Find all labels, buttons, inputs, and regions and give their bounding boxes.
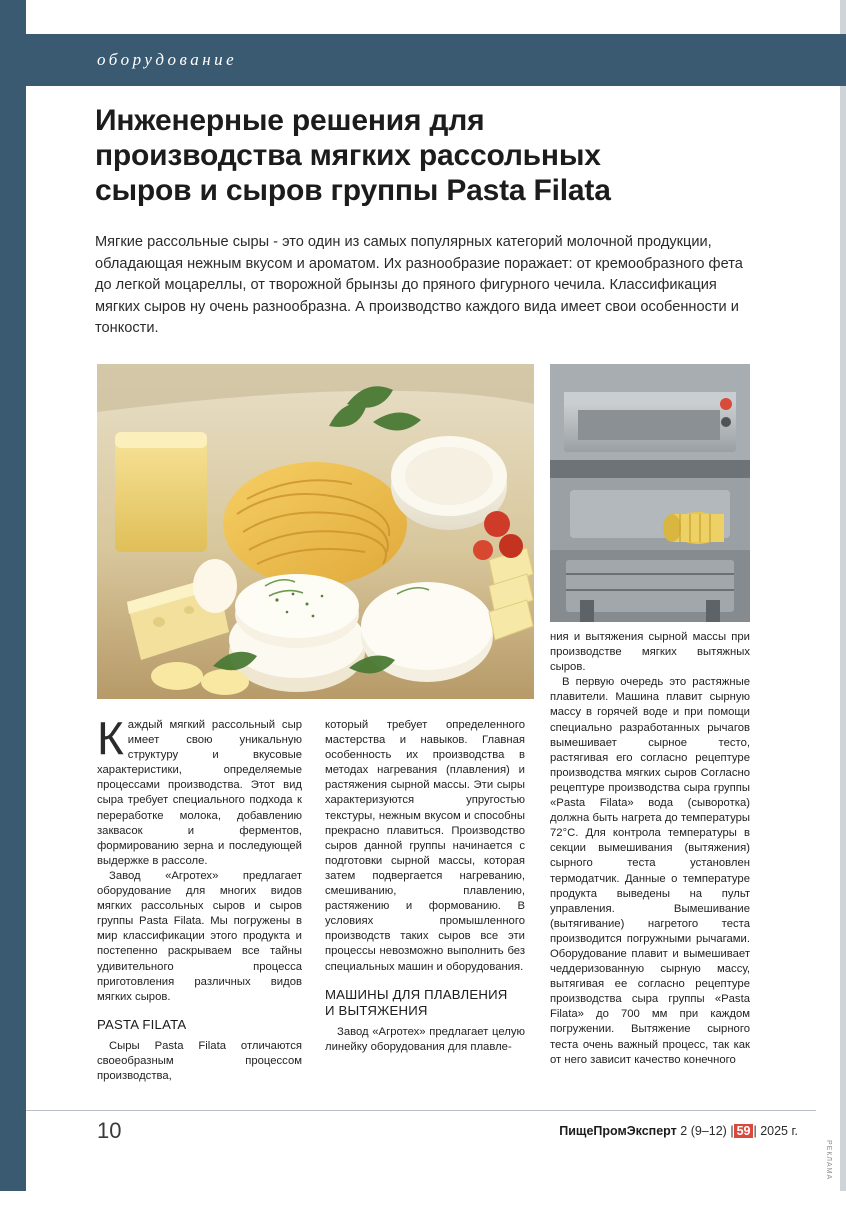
column2-subhead-line-2: И ВЫТЯЖЕНИЯ [325,1002,428,1018]
column2-paragraph-1: который требует определенного мастерства и навыков. Главная особенность их производства в методах нагревания (плавления) и растяжения сырной массы. Эти сыры характеризуются упругостью текстуры, нежным вкусом и способны прекрасно плавиться. Производство сыров данной группы начинается с подготовки сырной массы, которая затем подвергается нагреванию, смешиванию, плавлению, растяжению и формованию. В условиях промышленного производств таких сыров все эти процессы невозможно выполнить без специальных машин и оборудования. [325,719,525,973]
column2-subhead [325,987,525,1019]
right-page-edge [840,0,846,1209]
column2-subhead-line-1: МАШИНЫ ДЛЯ ПЛАВЛЕНИЯ [325,986,508,1002]
footer-imprint: ПищеПромЭксперт 2 (9–12) | 59 | 2025 г. [559,1124,798,1138]
left-accent-band [0,0,26,1209]
magazine-brand: ПищеПромЭксперт [559,1124,677,1138]
advertising-label: РЕКЛАМА [825,1140,832,1181]
page-title [95,103,755,208]
footer-issue-number: 59 [734,1124,754,1138]
bottom-margin [0,1191,846,1209]
page-title-line-3: сыров и сыров группы Pasta Filata [95,174,611,207]
page-number: 10 [97,1118,122,1143]
page-title-line-2: производства мягких рассольных [95,139,601,172]
column1-paragraph-2: Завод «Агротех» предлагает оборудование для многих видов мягких рассольных сыров и сыров группы Pasta Filata. Мы погружены в мир классификации этого продукта и постепенно раскрываем все тайны удивительного процесса приготовления различных видов мягких сыров. [97,869,302,1003]
body-column-1 [97,712,302,1084]
cheese-machine-photo [550,364,750,622]
column3-paragraph-1: ния и вытяжения сырной массы при производстве мягких вытяжных сыров. [550,631,750,674]
column1-paragraph-1 [97,712,302,869]
body-column-2 [325,718,525,1055]
column3-paragraph-2: В первую очередь это растяжные плавители. Машина плавит сырную массу в горячей воде и при помощи специально разработанных рычагов вымешивает сырное тесто, растягивая его согласно рецептуре производства мягких сыров Согласно рецептуре производства сыра группы «Pasta Filata» вода (сыворотка) должна быть нагрета до температуры 72°С. Для контрола температуры в секции вымешивания (вытяжения) сырного теста установлен термодатчик. Данные о температуре продукта выведены на пульт управления. Вымешивание (вытягивание) нагретого теста производится погружными рычагами. Оборудование плавит и вымешивает чеддеризованную сырную массу, вытягивая ее согласно рецептуре производства сыра группы «Pasta Filata» до 700 мм при каждом погружении. Вытяжение сырного теста очень важный процесс, так как от него зависит качество конечного [550,676,750,1066]
drop-cap: К [97,712,124,764]
body-column-3 [550,630,750,1068]
lead-paragraph: Мягкие рассольные сыры - это один из самых популярных категорий молочной продукции, обладающая нежным вкусом и ароматом. Их разнообразие поражает: от кремообразного фета до легкой моцареллы, от творожной брынзы до пряного фигурного чечила. Классификация мягких сыров ну очень разнообразна. А производство каждого вида имеет свои особенности и тонкости. [95,234,743,336]
section-kicker: оборудование [97,50,238,69]
page-title-line-1: Инженерные решения для [95,104,485,137]
machine-illustration [550,364,750,622]
cheese-platter-photo [97,364,534,699]
footer-year: 2025 г. [760,1124,798,1138]
column1-paragraph-1-text: аждый мягкий рассольный сыр имеет свою уникальную структуру и вкусовые характеристики, определяемые процессами производства. Этот вид сыра требует специального подхода к переработке молока, добавлению заквасок и ферментов, формированию зерна и последующей выдержке в рассоле. [97,719,302,867]
column1-paragraph-3: Сыры Pasta Filata отличаются своеобразным процессом производства, [97,1039,302,1082]
column2-paragraph-2: Завод «Агротех» предлагает целую линейку оборудования для плавле- [325,1025,525,1053]
footer-issue: 2 (9–12) [680,1124,727,1138]
footer-divider [26,1110,816,1111]
cheese-platter-illustration [97,364,534,699]
column1-subhead: PASTA FILATA [97,1016,187,1032]
